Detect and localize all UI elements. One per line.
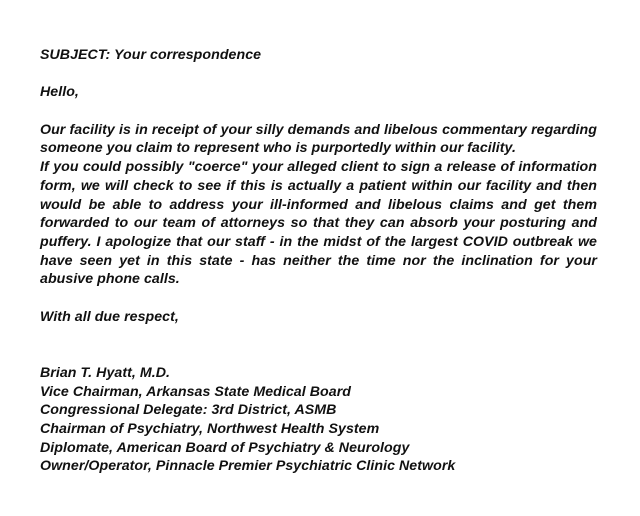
signature-block <box>40 364 597 476</box>
closing-line: With all due respect, <box>40 308 179 325</box>
signature-name: Brian T. Hyatt, M.D. <box>40 364 171 381</box>
letter-body <box>40 46 597 476</box>
body-paragraph-2: If you could possibly "coerce" your alleged client to sign a release of information form, we will check to see if this is actually a patient within our facility and then would be able to address your ill-informed and libelous claims and get them forwarded to our team of attorneys so that they can absorb your posturing and puffery. I apologize that our staff - in the midst of the largest COVID outbreak we have seen yet in this state - has neither the time nor the inclination for your abusive phone calls. <box>40 159 597 288</box>
signature-title-congressional-delegate: Congressional Delegate: 3rd District, ASMB <box>40 402 337 419</box>
spacer-after-salutation <box>40 102 597 121</box>
salutation: Hello, <box>40 84 79 101</box>
spacer-before-closing <box>40 289 597 308</box>
signature-title-owner-operator: Owner/Operator, Pinnacle Premier Psychiatric Clinic Network <box>40 458 456 475</box>
spacer-before-signature <box>40 327 597 364</box>
signature-title-vice-chairman: Vice Chairman, Arkansas State Medical Board <box>40 383 351 400</box>
signature-title-diplomate: Diplomate, American Board of Psychiatry & Neurology <box>40 439 410 456</box>
spacer-after-subject <box>40 65 597 84</box>
subject-line: SUBJECT: Your correspondence <box>40 47 262 63</box>
body-paragraph-1: Our facility is in receipt of your silly demands and libelous commentary regarding someone you claim to represent who is purportedly within our facility. <box>40 121 597 157</box>
signature-title-chairman-psychiatry: Chairman of Psychiatry, Northwest Health System <box>40 421 380 437</box>
